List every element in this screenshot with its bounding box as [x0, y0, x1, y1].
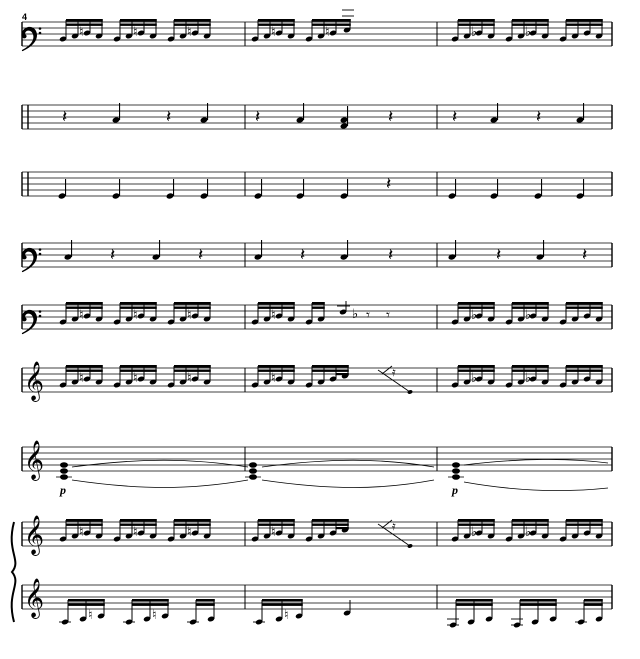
staff-2-notes — [62, 103, 584, 130]
svg-text:♮: ♮ — [133, 308, 138, 323]
piano-brace — [12, 522, 16, 622]
measure-number: 4 — [22, 12, 28, 22]
svg-text:𝄽: 𝄽 — [166, 107, 172, 127]
svg-text:♮: ♮ — [271, 371, 276, 386]
svg-text:𝄿: 𝄿 — [392, 519, 396, 533]
svg-text:♮: ♮ — [79, 308, 84, 323]
svg-text:𝄽: 𝄽 — [300, 245, 306, 265]
svg-text:𝄽: 𝄽 — [62, 107, 68, 127]
svg-text:♭: ♭ — [525, 25, 532, 40]
svg-text:♮: ♮ — [187, 308, 192, 323]
svg-text:♮: ♮ — [133, 25, 138, 40]
svg-text:♮: ♮ — [187, 371, 192, 386]
svg-text:𝄽: 𝄽 — [110, 245, 116, 265]
svg-text:♮: ♮ — [88, 608, 93, 623]
treble-clef-icon-9 — [24, 578, 44, 619]
svg-text:𝄞: 𝄞 — [24, 440, 45, 480]
svg-text:♮: ♮ — [79, 525, 84, 540]
svg-text:♮: ♮ — [271, 525, 276, 540]
svg-text:♭: ♭ — [525, 525, 532, 540]
staff-8-notes — [59, 519, 603, 549]
svg-text:♮: ♮ — [325, 25, 330, 40]
svg-text:𝄽: 𝄽 — [388, 107, 394, 127]
svg-text:𝄽: 𝄽 — [582, 245, 588, 265]
svg-text:𝄽: 𝄽 — [386, 174, 392, 194]
svg-text:♭: ♭ — [471, 371, 478, 386]
svg-text:♮: ♮ — [133, 371, 138, 386]
staff-2-lines — [22, 105, 612, 129]
treble-clef-icon-8 — [24, 515, 44, 556]
svg-text:♭: ♭ — [471, 25, 478, 40]
bass-clef-icon-1 — [21, 27, 41, 51]
treble-clef-icon-6 — [24, 361, 44, 402]
svg-text:♮: ♮ — [79, 25, 84, 40]
svg-text:𝄽: 𝄽 — [388, 245, 394, 265]
staff-1-notes — [59, 10, 603, 42]
bass-clef-icon-5 — [21, 310, 41, 334]
svg-text:♮: ♮ — [152, 608, 157, 623]
svg-text:♮: ♮ — [284, 608, 289, 623]
staff-7-lines — [22, 447, 612, 471]
svg-text:♮: ♮ — [187, 525, 192, 540]
svg-text:♮: ♮ — [271, 25, 276, 40]
staff-7-chords — [56, 459, 608, 490]
svg-text:♮: ♮ — [271, 308, 276, 323]
svg-text:♭: ♭ — [525, 371, 532, 386]
svg-text:𝄞: 𝄞 — [24, 515, 45, 555]
svg-text:𝄽: 𝄽 — [536, 107, 542, 127]
dynamic-piano-1: p — [60, 483, 66, 497]
treble-clef-icon-7 — [24, 440, 44, 481]
svg-text:𝄞: 𝄞 — [24, 578, 45, 618]
svg-text:♭: ♭ — [525, 308, 532, 323]
svg-text:♭: ♭ — [471, 525, 478, 540]
svg-text:𝄾: 𝄾 — [366, 306, 370, 324]
svg-text:𝄽: 𝄽 — [255, 107, 261, 127]
staff-3-lines — [22, 172, 612, 196]
svg-text:♮: ♮ — [187, 25, 192, 40]
svg-text:𝄽: 𝄽 — [496, 245, 502, 265]
svg-text:♮: ♮ — [79, 371, 84, 386]
bass-clef-icon-4 — [21, 248, 41, 272]
svg-text:𝄞: 𝄞 — [24, 361, 45, 401]
dynamic-piano-2: p — [452, 483, 458, 497]
svg-text:♭: ♭ — [471, 308, 478, 323]
svg-text:𝄽: 𝄽 — [198, 245, 204, 265]
svg-text:♮: ♮ — [133, 525, 138, 540]
svg-text:𝄾: 𝄾 — [386, 306, 390, 324]
staff-6-notes — [59, 365, 603, 395]
svg-text:♭: ♭ — [352, 307, 359, 322]
svg-text:𝄿: 𝄿 — [392, 365, 396, 379]
svg-text:𝄽: 𝄽 — [452, 107, 458, 127]
